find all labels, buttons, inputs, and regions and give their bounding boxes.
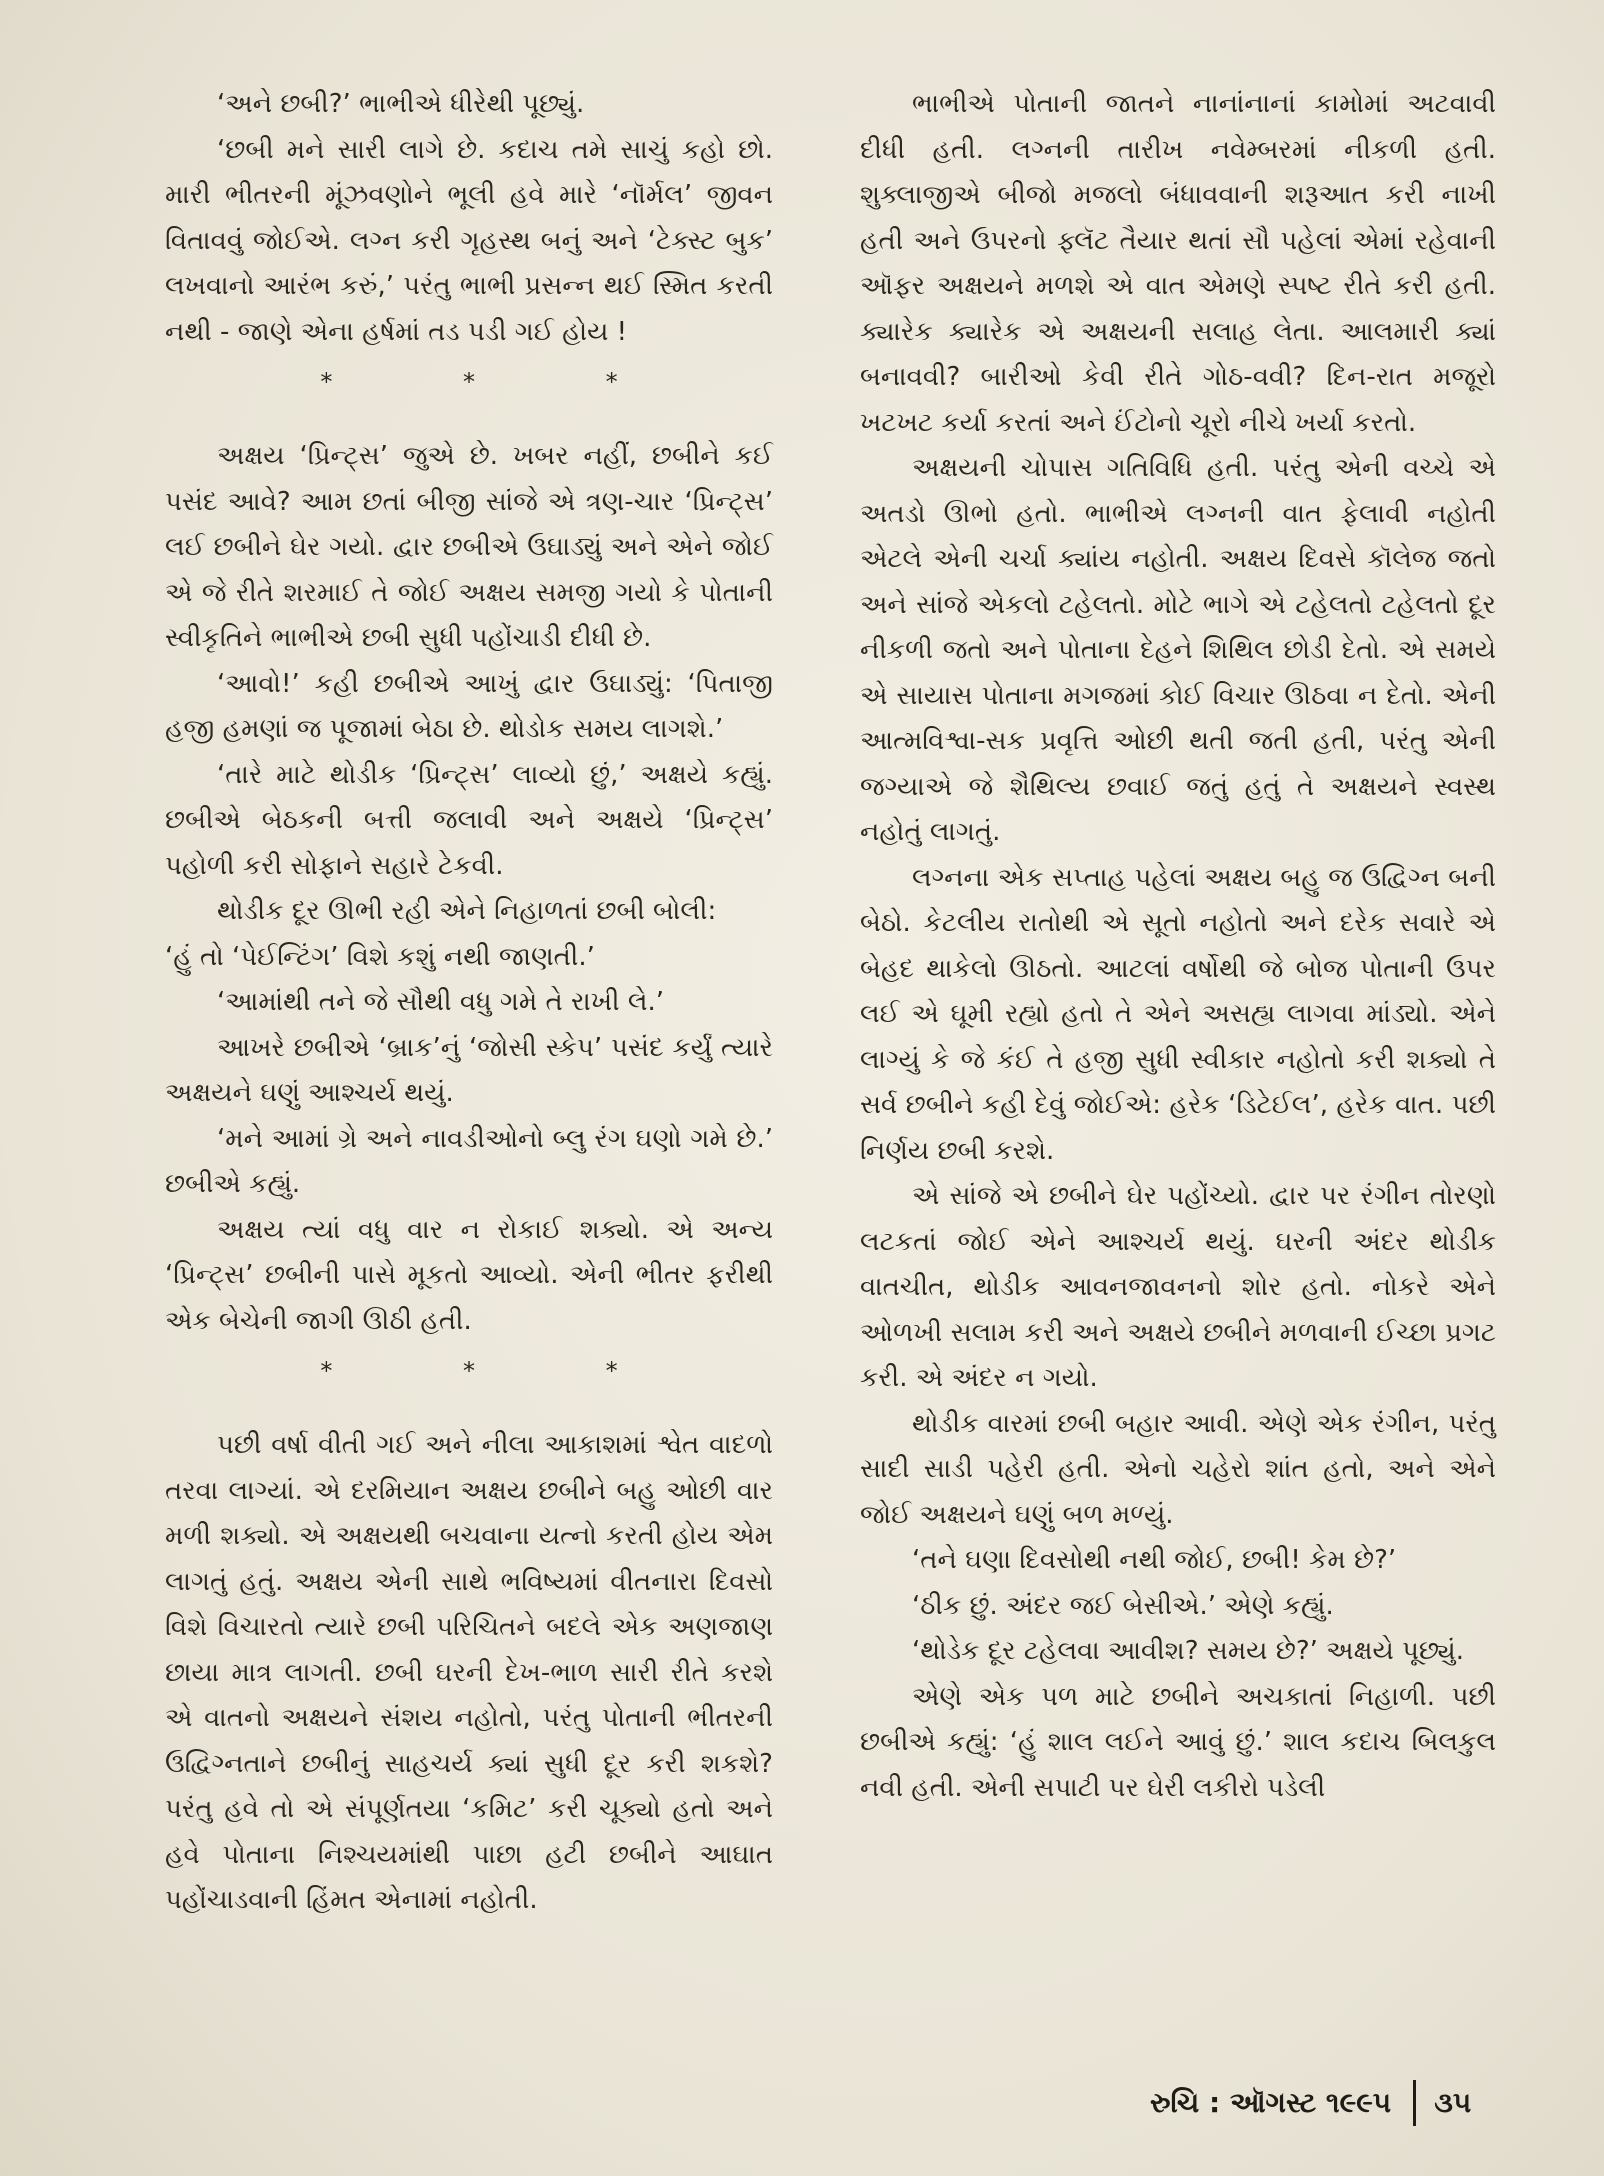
paragraph: ‘તારે માટે થોડીક ‘પ્રિન્ટ્સ’ લાવ્યો છું,’ અક્ષયે કહ્યું. છબીએ બેઠકની બત્તી જલાવી અને અક્ષયે ‘પ્રિન્ટ્સ’ પહોળી કરી સોફાને સહારે ટેકવી. bbox=[165, 759, 773, 881]
page-footer bbox=[1150, 2080, 1471, 2126]
paragraph: ‘અને છબી?’ ભાભીએ ધીરેથી પૂછ્યું. bbox=[217, 89, 585, 119]
paragraph: ‘ઠીક છું. અંદર જઈ બેસીએ.’ એણે કહ્યું. bbox=[912, 1590, 1334, 1621]
paragraph: ‘તને ઘણા દિવસોથી નથી જોઈ, છબી! કેમ છે?’ bbox=[912, 1545, 1397, 1575]
footer-divider bbox=[1413, 2080, 1416, 2126]
paragraph: અક્ષય ‘પ્રિન્ટ્સ’ જુએ છે. ખબર નહીં, છબીને કઈ પસંદ આવે? આમ છતાં બીજી સાંજે એ ત્રણ-ચાર ‘પ્રિન્ટ્સ’ લઈ છબીને ઘેર ગયો. દ્વાર છબીએ ઉઘાડ્યું અને એને જોઈ એ જે રીતે શરમાઈ તે જોઈ અક્ષય સમજી ગયો કે પોતાની સ્વીકૃતિને ભાભીએ છબી સુધી પહોંચાડી દીધી છે. bbox=[165, 441, 773, 653]
paragraph: અક્ષયની ચોપાસ ગતિવિધિ હતી. પરંતુ એની વચ્ચે એ અતડો ઊભો હતો. ભાભીએ લગ્નની વાત ફેલાવી નહોતી એટલે એની ચર્ચા ક્યાંય નહોતી. અક્ષય દિવસે કૉલેજ જતો અને સાંજે એકલો ટહેલતો. મોટે ભાગે એ ટહેલતો ટહેલતો દૂર નીકળી જતો અને પોતાના દેહને શિથિલ છોડી દેતો. એ સમયે એ સાયાસ પોતાના મગજમાં કોઈ વિચાર ઊઠવા ન દેતો. એની આત્મવિશ્વા-સક પ્રવૃત્તિ ઓછી થતી જતી હતી, પરંતુ એની જગ્યાએ જે શૈથિલ્ય છવાઈ જતું હતું તે અક્ષયને સ્વસ્થ નહોતું લાગતું. bbox=[860, 453, 1496, 847]
separator-star: * bbox=[462, 1357, 475, 1385]
paragraph: આખરે છબીએ ‘બ્રાક’નું ‘જોસી સ્કેપ’ પસંદ કર્યું ત્યારે અક્ષયને ઘણું આશ્ચર્ય થયું. bbox=[165, 1032, 773, 1108]
separator-star: * bbox=[462, 368, 475, 396]
paragraph: ‘આવો!’ કહી છબીએ આખું દ્વાર ઉઘાડ્યું: ‘પિતાજી હજી હમણાં જ પૂજામાં બેઠા છે. થોડોક સમય લાગશે.’ bbox=[165, 668, 773, 744]
paragraph: ‘મને આમાં ગ્રે અને નાવડીઓનો બ્લુ રંગ ઘણો ગમે છે.’ છબીએ કહ્યું. bbox=[165, 1123, 773, 1199]
right-column bbox=[860, 82, 1496, 1811]
paragraph: એણે એક પળ માટે છબીને અચકાતાં નિહાળી. પછી છબીએ કહ્યું: ‘હું શાલ લઈને આવું છું.’ શાલ કદાચ બિલકુલ નવી હતી. એની સપાટી પર ઘેરી લકીરો પડેલી bbox=[860, 1681, 1496, 1803]
separator-star: * bbox=[605, 1357, 618, 1385]
section-separator bbox=[165, 355, 773, 400]
page-number: ૩૫ bbox=[1434, 2086, 1472, 2119]
paragraph: ‘થોડેક દૂર ટહેલવા આવીશ? સમય છે?’ અક્ષયે પૂછ્યું. bbox=[912, 1636, 1465, 1666]
paragraph: એ સાંજે એ છબીને ઘેર પહોંચ્યો. દ્વાર પર રંગીન તોરણો લટકતાં જોઈ એને આશ્ચર્ય થયું. ઘરની અંદર થોડીક વાતચીત, થોડીક આવનજાવનનો શોર હતો. નોકરે એને ઓળખી સલામ કરી અને અક્ષયે છબીને મળવાની ઈચ્છા પ્રગટ કરી. એ અંદર ન ગયો. bbox=[860, 1181, 1496, 1393]
paragraph: થોડીક દૂર ઊભી રહી એને નિહાળતાં છબી બોલી: bbox=[217, 896, 717, 926]
magazine-issue: રુચિ : ઑગસ્ટ ૧૯૯૫ bbox=[1150, 2086, 1392, 2119]
paragraph: અક્ષય ત્યાં વધુ વાર ન રોકાઈ શક્યો. એ અન્ય ‘પ્રિન્ટ્સ’ છબીની પાસે મૂકતો આવ્યો. એની ભીતર ફરીથી એક બેચેની જાગી ઊઠી હતી. bbox=[165, 1214, 773, 1336]
paragraph: ‘છબી મને સારી લાગે છે. કદાચ તમે સાચું કહો છો. મારી ભીતરની મૂંઝવણોને ભૂલી હવે મારે ‘નૉર્મલ’ જીવન વિતાવવું જોઈએ. લગ્ન કરી ગૃહસ્થ બનું અને ‘ટેક્સ્ટ બુક’ લખવાનો આરંભ કરું,’ પરંતુ ભાભી પ્રસન્ન થઈ સ્મિત કરતી નથી - જાણે એના હર્ષમાં તડ પડી ગઈ હોય ! bbox=[165, 134, 773, 347]
paragraph: લગ્નના એક સપ્તાહ પહેલાં અક્ષય બહુ જ ઉદ્વિગ્ન બની બેઠો. કેટલીય રાતોથી એ સૂતો નહોતો અને દરેક સવારે એ બેહદ થાકેલો ઊઠતો. આટલાં વર્ષોથી જે બોજ પોતાની ઉપર લઈ એ ઘૂમી રહ્યો હતો તે એને અસહ્ય લાગવા માંડ્યો. એને લાગ્યું કે જે કંઈ તે હજી સુધી સ્વીકાર નહોતો કરી શક્યો તે સર્વ છબીને કહી દેવું જોઈએ: હરેક ‘ડિટેઈલ’, હરેક વાત. પછી નિર્ણય છબી કરશે. bbox=[860, 862, 1496, 1166]
paragraph: ભાભીએ પોતાની જાતને નાનાંનાનાં કામોમાં અટવાવી દીધી હતી. લગ્નની તારીખ નવેમ્બરમાં નીકળી હતી. શુક્લાજીએ બીજો મજલો બંધાવવાની શરૂઆત કરી નાખી હતી અને ઉપરનો ફ્લૅટ તૈયાર થતાં સૌ પહેલાં એમાં રહેવાની ઑફર અક્ષયને મળશે એ વાત એમણે સ્પષ્ટ રીતે કરી હતી. ક્યારેક ક્યારેક એ અક્ષયની સલાહ લેતા. આલમારી ક્યાં બનાવવી? બારીઓ કેવી રીતે ગોઠ-વવી? દિન-રાત મજૂરો ખટખટ કર્યા કરતાં અને ઈંટોનો ચૂરો નીચે ખર્યા કરતો. bbox=[860, 89, 1496, 438]
paragraph: ‘હું તો ‘પેઈન્ટિંગ’ વિશે કશું નથી જાણતી.’ bbox=[165, 941, 595, 972]
separator-star: * bbox=[320, 1357, 333, 1385]
left-column bbox=[165, 82, 773, 1924]
paragraph: પછી વર્ષા વીતી ગઈ અને નીલા આકાશમાં શ્વેત વાદળો તરવા લાગ્યાં. એ દરમિયાન અક્ષય છબીને બહુ ઓછી વાર મળી શક્યો. એ અક્ષયથી બચવાના યત્નો કરતી હોય એમ લાગતું હતું. અક્ષય એની સાથે ભવિષ્યમાં વીતનારા દિવસો વિશે વિચારતો ત્યારે છબી પરિચિતને બદલે એક અણજાણ છાયા માત્ર લાગતી. છબી ઘરની દેખ-ભાળ સારી રીતે કરશે એ વાતનો અક્ષયને સંશય નહોતો, પરંતુ પોતાની ભીતરની ઉદ્વિગ્નતાને છબીનું સાહચર્ય ક્યાં સુધી દૂર કરી શકશે? પરંતુ હવે તો એ સંપૂર્ણતયા ‘કમિટ’ કરી ચૂક્યો હતો અને હવે પોતાના નિશ્ચયમાંથી પાછા હટી છબીને આઘાત પહોંચાડવાની હિંમત એનામાં નહોતી. bbox=[165, 1430, 773, 1915]
section-separator bbox=[165, 1344, 773, 1389]
separator-star: * bbox=[605, 368, 618, 396]
paragraph: થોડીક વારમાં છબી બહાર આવી. એણે એક રંગીન, પરંતુ સાદી સાડી પહેરી હતી. એનો ચહેરો શાંત હતો, અને એને જોઈ અક્ષયને ઘણું બળ મળ્યું. bbox=[860, 1408, 1496, 1530]
separator-star: * bbox=[320, 368, 333, 396]
paragraph: ‘આમાંથી તને જે સૌથી વધુ ગમે તે રાખી લે.’ bbox=[217, 987, 665, 1017]
